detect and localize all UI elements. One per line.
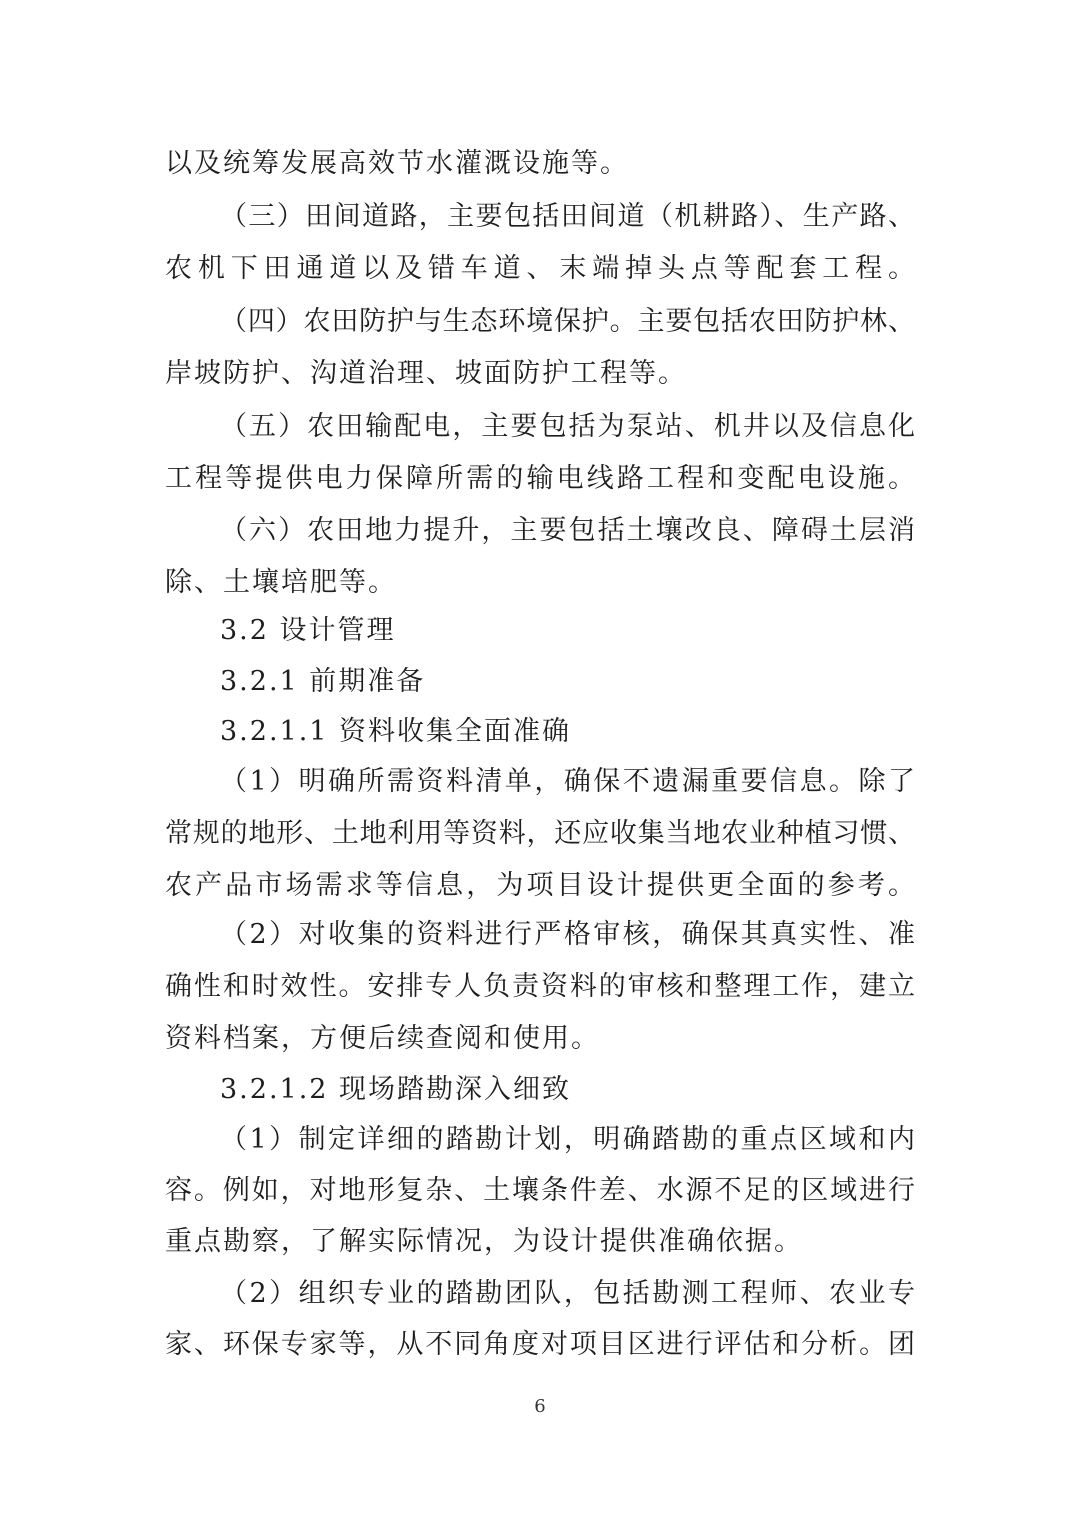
body-text-line: 工程等提供电力保障所需的输电线路工程和变配电设施。	[165, 463, 915, 494]
body-text-line: 除、土壤培肥等。	[165, 567, 397, 598]
body-text-line: （六）农田地力提升，主要包括土壤改良、障碍土层消	[220, 515, 915, 546]
body-text-line: （五）农田输配电，主要包括为泵站、机井以及信息化	[220, 411, 915, 442]
subsubsection-heading: 3.2.1.1 资料收集全面准确	[220, 716, 572, 747]
body-text-line: （2）组织专业的踏勘团队，包括勘测工程师、农业专	[220, 1278, 915, 1309]
body-text-line: 以及统筹发展高效节水灌溉设施等。	[165, 148, 629, 179]
body-text-line: 常规的地形、土地利用等资料，还应收集当地农业种植习惯、	[165, 818, 915, 849]
body-text-line: 岸坡防护、沟道治理、坡面防护工程等。	[165, 358, 687, 389]
body-text-line: 家、环保专家等，从不同角度对项目区进行评估和分析。团	[165, 1329, 915, 1360]
body-text-line: 重点勘察，了解实际情况，为设计提供准确依据。	[165, 1226, 803, 1257]
section-heading: 3.2 设计管理	[220, 615, 396, 646]
body-text-line: 农机下田通道以及错车道、末端掉头点等配套工程。	[165, 253, 915, 284]
body-text-line: （三）田间道路，主要包括田间道（机耕路）、生产路、	[220, 201, 915, 232]
body-text-line: （2）对收集的资料进行严格审核，确保其真实性、准	[220, 919, 915, 950]
body-text-line: 容。例如，对地形复杂、土壤条件差、水源不足的区域进行	[165, 1175, 915, 1206]
body-text-line: （四）农田防护与生态环境保护。主要包括农田防护林、	[220, 306, 915, 337]
body-text-line: （1）制定详细的踏勘计划，明确踏勘的重点区域和内	[220, 1124, 915, 1155]
body-text-line: 资料档案，方便后续查阅和使用。	[165, 1023, 600, 1054]
subsection-heading: 3.2.1 前期准备	[220, 666, 426, 697]
subsubsection-heading: 3.2.1.2 现场踏勘深入细致	[220, 1074, 572, 1105]
body-text-line: 农产品市场需求等信息，为项目设计提供更全面的参考。	[165, 870, 915, 901]
page-number: 6	[534, 1396, 546, 1417]
body-text-line: 确性和时效性。安排专人负责资料的审核和整理工作，建立	[165, 971, 915, 1002]
body-text-line: （1）明确所需资料清单，确保不遗漏重要信息。除了	[220, 766, 915, 797]
